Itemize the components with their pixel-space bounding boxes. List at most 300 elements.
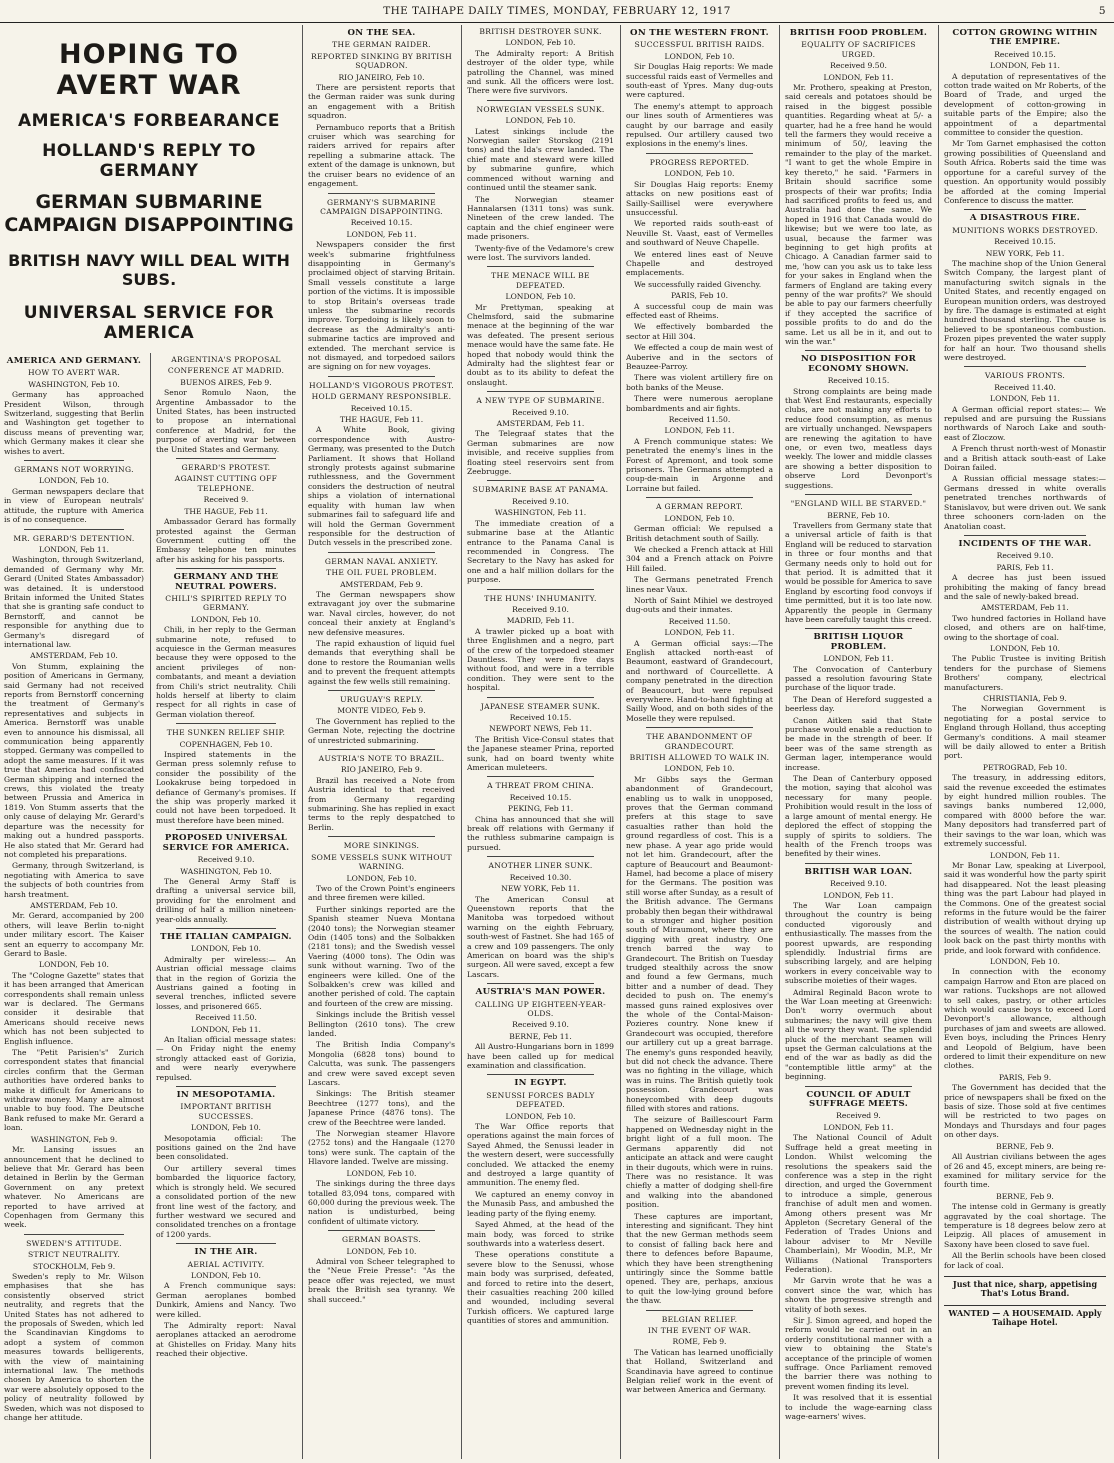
subheading: CALLING UP EIGHTEEN-YEAR-OLDS.	[474, 999, 606, 1018]
dateline: LONDON, Feb 10.	[346, 1168, 417, 1178]
section-heading: BRITISH FOOD PROBLEM.	[789, 28, 928, 38]
paragraph: The enemy's attempt to approach our lines south of Armentieres was caught by our barrage and easily repulsed. Our artillery caused two explosions in the enemy's lines.	[626, 101, 773, 149]
dateline: Received 9.10.	[830, 879, 887, 889]
paragraph: There was violent artillery fire on both banks of the Meuse.	[626, 373, 773, 392]
dateline: LONDON, Feb 11.	[191, 1024, 261, 1034]
dateline: Received 9.10.	[512, 496, 569, 506]
section-rule	[176, 928, 276, 929]
dateline: PARIS, Feb 9.	[998, 1072, 1052, 1082]
paragraph: A French communique says: German aeroplanes bombed Dunkirk, Amiens and Nancy. Two were killed.	[156, 1281, 296, 1319]
masthead-title: THE TAIHAPE DAILY TIMES, MONDAY, FEBRUARY 12, 1917	[383, 5, 731, 17]
subheading: THE GERMAN RAIDER.	[332, 40, 431, 50]
section-heading: AMERICA AND GERMANY.	[6, 356, 142, 366]
subheading: HOLD GERMANY RESPONSIBLE.	[311, 392, 452, 402]
paragraph: We reported raids south-east of Neuville St. Vaast, east of Vermelles and southward of Neuve Chapelle.	[626, 219, 773, 248]
dateline: PEKING, Feb 11.	[507, 804, 574, 814]
paragraph: Canon Aitken said that State purchase would enable a reduction to be made in the strength of beer. If beer was of the same strength as German lager, intemperance would increase.	[785, 715, 932, 772]
paragraph: Admiral Reginald Bacon wrote to the War Loan meeting at Greenwich: Don't worry overmuch about submarines; the navy will give them all the worry they want. The splendid pluck of the merchant seamen will upset the German calculations at the end of the war as badly as did the "contemptible little army" at the beginning.	[785, 987, 932, 1082]
dateline: NEWPORT NEWS, Feb 11.	[489, 724, 592, 734]
paragraph: Admiralty per wireless:— An Austrian official message claims that in the region of Gorizia the Austrians gained a footing in several trenches, inflicted severe losses, and prisonered 665.	[156, 954, 296, 1011]
section-heading: ON THE WESTERN FRONT.	[630, 28, 769, 38]
dateline: LONDON, Feb 10.	[505, 38, 576, 48]
dateline: Received 10.15.	[827, 376, 890, 386]
paragraph: Germany has approached President Wilson, through Switzerland, suggesting that Berlin and Washington get together to discuss means of preventing war, which Germany makes it clear she wishes to avert.	[4, 390, 144, 456]
column-1	[4, 353, 144, 1459]
section-rule	[176, 1243, 276, 1244]
subheading: THE OIL FUEL PROBLEM.	[326, 568, 437, 578]
subheading: URUGUAY'S REPLY.	[340, 695, 423, 704]
section-rule	[487, 100, 594, 101]
paragraph: A decree has just been issued prohibiting the making of fancy bread and the sale of newly-baked bread.	[944, 573, 1106, 601]
section-rule	[487, 856, 594, 857]
subheading: PROGRESS REPORTED.	[649, 157, 750, 167]
section-rule	[964, 209, 1086, 210]
dateline: CHRISTIANIA, Feb 9.	[983, 694, 1067, 703]
paragraph: We checked a French attack at Hill 304 and a French attack on Poivre Hill failed.	[626, 544, 773, 573]
paragraph: The intense cold in Germany is greatly aggravated by the coal shortage. The temperature is 18 degrees below zero at Leipzig. All places of amusement in Saxony have been closed to save fuel.	[944, 1202, 1106, 1249]
subheading: MR. GERARD'S DETENTION.	[13, 533, 135, 543]
section-heading: BRITISH LIQUOR PROBLEM.	[813, 632, 904, 652]
paragraph: Mr Prettyman, speaking at Chelmsford, said the submarine menace at the beginning of the war was defeated. The present serious menace would have the same fate. He hoped that nobody would think the Admiralty had the slightest fear or doubt as to its ability to defeat the onslaught.	[467, 302, 614, 387]
dateline: LONDON, Feb 11.	[346, 229, 417, 239]
dateline: ROME, Feb 9.	[672, 1337, 727, 1347]
section-rule	[805, 863, 912, 864]
dateline: LONDON, Feb 11.	[990, 61, 1060, 71]
dateline: MADRID, Feb 11.	[506, 616, 575, 626]
paragraph: Two hundred factories in Holland have closed, and others are on half-time, owing to the shortage of coal.	[944, 613, 1106, 642]
dateline: Received 10.30.	[509, 872, 572, 882]
dateline: AMSTERDAM, Feb 11.	[981, 603, 1069, 613]
paragraph: The War Loan campaign throughout the country is being conducted vigorously and enthusiastically. The masses from the poorest upwards, are responding splendidly. Industrial firms are subscribing largely, and are helping workers in every conceivable way to subscribe moieties of their wages.	[785, 900, 932, 986]
subheading: STRICT NEUTRALITY.	[27, 1250, 121, 1260]
paragraph: The rapid exhaustion of liquid fuel demands that everything shall be done to restore the Roumanian wells and to prevent the frequent attempts against the few wells still remaining.	[308, 638, 455, 686]
paragraph: We captured an enemy convoy in the Munasib Pass, and ambushed the leading party of the flying enemy.	[467, 1189, 614, 1218]
dateline: Received 10.15.	[350, 403, 413, 413]
section-rule	[328, 1230, 435, 1231]
paragraph: The Telegraaf states that the German submarines are now invisible, and receive supplies from floating steel reservoirs sent from Zeebrugge.	[467, 429, 614, 477]
dateline: Received 11.50.	[195, 1013, 257, 1023]
section-rule	[646, 1310, 753, 1311]
section-rule	[328, 552, 435, 553]
dateline: Received 9.10.	[512, 1020, 569, 1030]
dateline: THE HAGUE, Feb 11.	[184, 506, 268, 516]
subheading: CHILI'S SPIRITED REPLY TO GERMANY.	[165, 593, 287, 613]
paragraph: Chili, in her reply to the German submarine note, refused to acquiesce in the German measures because they were opposed to the ancient privileges of non-combatants, and meant a deviation from Chili's strict neutrality. Chili holds herself at liberty to claim respect for all rights in case of German violation thereof.	[156, 625, 296, 719]
headline-main: HOPING TO AVERT WAR	[56, 39, 242, 101]
section-heading: THE ITALIAN CAMPAIGN.	[160, 931, 292, 942]
subheading: THE MENACE WILL BE DEFEATED.	[491, 271, 590, 290]
dateline: LONDON, Feb 11.	[990, 394, 1060, 404]
subheading: SUBMARINE BASE AT PANAMA.	[472, 485, 609, 495]
section-rule	[328, 193, 435, 194]
dateline: LONDON, Feb 10.	[990, 643, 1060, 653]
paragraph: Washington, through Switzerland, demanded of Germany why Mr. Gerard (United States Ambassador) was detained. It is understood Britain informed the United States that she is granting safe conduct to Bernstorff, and cannot be responsible for anything due to Germany's disregard of international law.	[4, 555, 144, 649]
dateline: AMSTERDAM, Feb 10.	[30, 651, 118, 661]
dateline: AMSTERDAM, Feb 9.	[340, 579, 423, 589]
column-rule	[620, 25, 621, 1459]
subheading: VARIOUS FRONTS.	[984, 371, 1066, 381]
dateline: LONDON, Feb 10.	[664, 513, 735, 523]
paragraph: The Germans penetrated French lines near Vaux.	[626, 575, 773, 594]
section-heading: A DISASTROUS FIRE.	[969, 213, 1081, 224]
subheading: BELGIAN RELIEF.	[661, 1314, 738, 1324]
paragraph: We successfully raided Givenchy.	[634, 279, 762, 289]
paragraph: A successful coup de main was effected east of Rheims.	[626, 301, 773, 320]
paragraph: The Norwegian Government is negotiating for a postal service to England through Holland, thus accepting Germany's conditions. A mail steamer will be daily allowed to enter a British port.	[944, 704, 1106, 761]
subheading: NORWEGIAN VESSELS SUNK.	[476, 104, 605, 114]
paragraph: All Austrian civilians between the ages of 26 and 45, except miners, are being re-examined for military service for the fourth time.	[944, 1152, 1106, 1190]
dateline: Received 9.10.	[512, 407, 569, 417]
subheading: A GERMAN REPORT.	[656, 502, 743, 512]
paragraph: The War Office reports that operations against the main forces of Sayed Ahmed, the Senussi leader in the western desert, were successfully concluded. We attacked the enemy and destroyed a large quantity of ammunition. The enemy fled.	[467, 1122, 614, 1188]
subheading: IN THE EVENT OF WAR.	[647, 1326, 752, 1335]
dateline: Received 11.50.	[668, 415, 731, 425]
paragraph: In connection with the economy campaign Harrow and Eton are placed on war rations. Tuckshops are not allowed to sell cakes, pastry, or other articles which would cause boys to exceed Lord Devonport's allowance, although purchases of jam and sweets are allowed. Even boys, including the Princes Henry and Leopold of Belgium, have been ordered to limit their expenditure on new clothes.	[944, 967, 1106, 1071]
dateline: LONDON, Feb 11.	[664, 628, 735, 638]
paragraph: A French thrust north-west of Monastir and a British attack south-east of Lake Doiran failed.	[944, 444, 1106, 473]
dateline: LONDON, Feb 10.	[664, 764, 735, 774]
subheading: EQUALITY OF SACRIFICES URGED.	[801, 40, 916, 59]
subheading: HOW TO AVERT WAR.	[27, 368, 121, 378]
section-rule	[328, 376, 435, 377]
headline-deck-5: UNIVERSAL SERVICE FOR AMERICA	[23, 303, 275, 343]
section-heading: INCIDENTS OF THE WAR.	[958, 538, 1092, 549]
column-rule	[461, 25, 462, 1459]
paragraph: Mr Garvin wrote that he was a convert since the war, which has shown the progressive strength and vitality of both sexes.	[785, 1276, 932, 1314]
column-rule	[779, 25, 780, 1459]
paragraph: Sinkings include the British vessel Bellington (2610 tons). The crew landed.	[308, 1010, 455, 1038]
dateline: LONDON, Feb 10.	[505, 116, 576, 126]
dateline: WASHINGTON, Feb 10.	[28, 379, 120, 389]
dateline: LONDON, Feb 10.	[191, 1270, 261, 1280]
paragraph: North of Saint Mihiel we destroyed dug-outs and their inmates.	[626, 595, 773, 615]
advertisement: WANTED — A HOUSEMAID. Apply Taihape Hotel.	[944, 1305, 1106, 1328]
dateline: Received 9.50.	[830, 61, 887, 71]
section-rule	[805, 350, 912, 351]
paragraph: The Vatican has learned unofficially that Holland, Switzerland and Scandinavia have agreed to continue Belgian relief work in the event of war between America and Germany.	[626, 1347, 773, 1395]
subheading: THE HUNS' INHUMANITY.	[484, 593, 597, 603]
dateline: BERNE, Feb 10.	[827, 510, 890, 520]
paragraph: China has announced that she will break off relations with Germany if the ruthless submarine campaign is pursued.	[467, 814, 614, 852]
dateline: NEW YORK, Feb 11.	[501, 884, 580, 894]
section-heading: COTTON GROWING WITHIN THE EMPIRE.	[952, 28, 1098, 48]
paragraph: Our artillery several times bombarded the liquorice factory, which is strongly held. We secured a consolidated portion of the new front line west of the factory, and further westward we secured and consolidated trenches on a frontage of 1200 yards.	[156, 1163, 296, 1239]
dateline: NEW YORK, Feb 11.	[985, 248, 1065, 258]
dateline: PETROGRAD, Feb 10.	[982, 762, 1068, 772]
paragraph: Sir Douglas Haig reports: Enemy attacks on new positions east of Sailly-Saillisel were everywhere unsuccessful.	[626, 179, 773, 217]
dateline: Received 10.15.	[994, 237, 1056, 247]
paragraph: The Public Trustee is inviting British tenders for the purchase of Siemens Brothers' company, electrical manufacturers.	[944, 654, 1106, 692]
dateline: WASHINGTON, Feb 9.	[30, 1134, 118, 1144]
dateline: LONDON, Feb 11.	[823, 1122, 894, 1132]
paragraph: Admiral von Scheer telegraphed to the "Neue Freie Presse": "As the peace offer was rejected, we must break the British sea tyranny. We shall succeed."	[308, 1256, 455, 1304]
section-rule	[328, 690, 435, 691]
dateline: BERNE, Feb 9.	[996, 1141, 1054, 1151]
dateline: LONDON, Feb 10.	[191, 614, 261, 624]
page-number: 5	[1098, 5, 1106, 17]
dateline: LONDON, Feb 11.	[990, 850, 1060, 860]
dateline: PARIS, Feb 10.	[670, 291, 729, 301]
dateline: THE HAGUE, Feb 11.	[339, 415, 424, 425]
subheading: SENUSSI FORCES BADLY DEFEATED.	[486, 1090, 595, 1110]
paragraph: These captures are important, interesting and significant. They hint that the new German methods seem to consist of falling back here and there to defences before Bapaume, which they have been strengthening untiringly since the Somme battle opened. They are, perhaps, anxious to quit the low-lying ground before the thaw.	[626, 1211, 773, 1306]
dateline: Received 9.10.	[512, 604, 569, 614]
paragraph: Sir J. Simon agreed, and hoped the reform would be carried out in an orderly constitutional manner with a view to obtaining the State's acceptance of the principle of women suffrage. Once Parliament removed the barrier there was nothing to prevent women finding its level.	[785, 1316, 932, 1391]
paragraph: The Dean of Canterbury opposed the motion, saying that alcohol was necessary for many people. Prohibition would result in the loss of a large amount of mental energy. He deplored the effect of stopping the supply of spirits to soldiers. The health of the French troops was benefited by their wines.	[785, 774, 932, 859]
paragraph: Newspapers consider the first week's submarine frightfulness disappointing in Germany's proclaimed object of starving Britain. Small vessels constitute a large portion of the victims. It is impossible to stop Britain's overseas trade unless the submarine records improve. Torpedoing is likely soon to decrease as the Admiralty's anti-submarine tactics are improved and extended. The merchant service is not dismayed, and torpedoed sailors are signing on for new voyages.	[308, 240, 455, 372]
section-rule	[805, 1086, 912, 1087]
section-heading: PROPOSED UNIVERSAL SERVICE FOR AMERICA.	[162, 833, 290, 853]
paragraph: Travellers from Germany state that a universal article of faith is that England will be reduced to starvation in three or four months and that Germany needs only to hold out for that period. It is admitted that it would be possible for America to save England by escorting food convoys if time permitted, but it is too late now. Apparently the people in Germany have been carefully taught this creed.	[785, 520, 932, 624]
paragraph: The treasury, in addressing editors, said the revenue exceeded the estimates by eight hundred million roubles. The savings banks numbered 12,000, compared with 8000 before the war. Many depositors had transferred part of their savings to the war loan, which was extremely successful.	[944, 773, 1106, 849]
paragraph: German newspapers declare that in view of European neutrals' attitude, the rupture with America is of no consequence.	[4, 486, 144, 525]
subheading: AERIAL ACTIVITY.	[187, 1259, 265, 1269]
paragraph: All the Berlin schools have been closed for lack of coal.	[944, 1251, 1106, 1270]
section-heading: BRITISH WAR LOAN.	[804, 866, 913, 877]
section-rule	[805, 494, 912, 495]
section-rule	[24, 1234, 124, 1235]
dateline: AMSTERDAM, Feb 11.	[496, 419, 585, 429]
paragraph: Mr. Lansing issues an announcement that he declined to believe that Mr. Gerard has been detained in Berlin by the German Government on any pretext whatever. No Americans are reported to have arrived at Copenhagen from Germany this week.	[4, 1145, 144, 1230]
paragraph: The National Council of Adult Suffrage held a great meeting in London. Whilst welcoming the resolutions the speakers said the conference was a step in the right direction, and urged the Government to introduce a simple, generous franchise of adult men and women. Among others present was Mr Appleton (Secretary General of the Federation of Trades Unions and labour adviser to Mr Neville Chamberlain), Mr Woodin, M.P., Mr Williams (National Transporters Federation).	[785, 1133, 932, 1274]
column-4	[467, 25, 614, 1459]
subheading: ARGENTINA'S PROPOSAL	[171, 355, 281, 364]
dateline: LONDON, Feb 11.	[664, 426, 735, 436]
paragraph: Sinkings: The British steamer Beechtree (1277 tons), and the Japanese Prince (4876 tons). The crew of the Beechtree were landed.	[308, 1089, 455, 1127]
subheading: "ENGLAND WILL BE STARVED."	[790, 499, 927, 509]
paragraph: Mr Tom Garnet emphasised the cotton growing possibilities of Queensland and South Africa. Roberts said the time was opportune for a careful survey of the question. An opportunity would possibly be afforded at the coming Imperial Conference to discuss the matter.	[944, 139, 1106, 205]
section-rule	[176, 723, 276, 724]
paragraph: The machine shop of the Union General Switch Company, the largest plant of manufacturing switch signals in the United States, and recently engaged on European munition orders, was destroyed by fire. The damage is estimated at eight hundred thousand sterling. The cause is believed to be spontaneous combustion. Frozen pipes prevented the water supply for half an hour. Two thousand shells were destroyed.	[944, 258, 1106, 362]
paragraph: There are persistent reports that the German raider was sunk during an engagement with a British squadron.	[308, 83, 455, 121]
subheading: GERMAN NAVAL ANXIETY.	[324, 556, 439, 566]
column-rule	[938, 25, 939, 1459]
subheading: AGAINST CUTTING OFF TELEPHONE.	[174, 474, 278, 493]
paragraph: Senor Romulo Naon, the Argentine Ambassador to the United States, has been instructed to propose an international conference at Madrid, for the purpose of averting war between the United States and Germany.	[156, 388, 296, 454]
dateline: Received 11.40.	[994, 382, 1056, 392]
dateline: LONDON, Feb 10.	[346, 1246, 417, 1256]
subheading: SUCCESSFUL BRITISH RAIDS.	[634, 40, 765, 50]
section-rule	[646, 153, 753, 154]
section-rule	[176, 829, 276, 830]
section-rule	[487, 983, 594, 984]
column-7	[944, 25, 1106, 1459]
section-rule	[487, 776, 594, 777]
subheading: CONFERENCE AT MADRID.	[167, 366, 285, 376]
paragraph: The sinkings during the three days totalled 83,094 tons, compared with 60,000 during the previous week. The nation is undisturbed, being confident of ultimate victory.	[308, 1179, 455, 1226]
subheading: GERARD'S PROTEST.	[181, 463, 271, 473]
paragraph: The seizure of Baillescourt Farm happened on Wednesday night in the bright light of a full moon. The Germans apparently did not anticipate an attack and were caught in their dugouts, which were in ruins. There was no resistance. It was chiefly a matter of dodging shell-fire and walking into the abandoned position.	[626, 1115, 773, 1210]
subheading: GERMAN BOASTS.	[342, 1235, 421, 1245]
dateline: BERNE, Feb 9.	[996, 1191, 1054, 1201]
column-2	[156, 353, 296, 1459]
columns	[4, 25, 1110, 1459]
paragraph: The Government has decided that the price of newspapers shall be fixed on the basis of size. Those sold at five centimes will be restricted to two pages on Mondays and Thursdays and four pages on other days.	[944, 1083, 1106, 1140]
subheading: THE ABANDONMENT OF GRANDECOURT.	[646, 732, 753, 751]
subheading: REPORTED SINKING BY BRITISH SQUADRON.	[310, 51, 453, 71]
subheading: HOLLAND'S VIGOROUS PROTEST.	[309, 380, 454, 390]
paragraph: Von Stumm, explaining the position of Americans in Germany, said Germany had not received reports from Bernstorff concerning the treatment of Germany's representatives and subjects in America. Bernstorff was unable even to announce his dismissal, all communication being apparently stopped. Germany was compelled to adopt the same measures. If it was true that America had confiscated German shipping and interned the crews, this violated the treaty between Prussia and America in 1819. Von Stumm asserts that the only cause of delaying Mr. Gerard's departure was the necessity for making out a hundred passports. He also stated that Mr. Gerard had not completed his preparations.	[4, 661, 144, 859]
paragraph: Mesopotamia official: The positions gained on the 2nd have been consolidated.	[156, 1133, 296, 1162]
subheading: THE SUNKEN RELIEF SHIP.	[166, 728, 286, 738]
section-heading: ON THE SEA.	[347, 28, 416, 38]
paragraph: Further sinkings reported are the Spanish steamer Nueva Montana (2040 tons); the Norwegian steamer Odin (1405 tons) and the Solbakken (2181 tons); and the Swedish vessel Vaering (4000 tons). The Odin was sunk without warning. Two of the engineers were killed. One of the Solbakken's crew was killed and another perished of cold. The captain and fourteen of the crew are missing.	[308, 904, 455, 1008]
dateline: Received 10.15.	[994, 49, 1056, 59]
paragraph: Mr Bonar Law, speaking at Liverpool, said it was wonderful how the party spirit had disappeared. Not the least pleasing thing was the part Labour had played in the Commons. One of the greatest social reforms in the future would be the fairer distribution of wealth without drying up the sources of wealth. The nation could look back on the past thirty months with pride, and look forward with confidence.	[944, 860, 1106, 955]
section-rule	[24, 529, 124, 530]
paragraph: A deputation of representatives of the cotton trade waited on Mr Roberts, of the Board of Trade, and urged the development of cotton-growing in suitable parts of the Empire; also the appointment of a departmental committee to consider the question.	[944, 71, 1106, 138]
subheading: AUSTRIA'S NOTE TO BRAZIL.	[318, 754, 445, 764]
paragraph: A Russian official message states:— Germans dressed in white overalls penetrated trenches northwards of Stanislavov, but were driven out. We sank three schooners corn-laden on the Anatolian coast.	[944, 474, 1106, 531]
dateline: RIO JANEIRO, Feb 9.	[340, 765, 423, 775]
section-rule	[487, 480, 594, 481]
dateline: LONDON, Feb 11.	[823, 890, 894, 900]
dateline: STOCKHOLM, Feb 9.	[32, 1261, 116, 1271]
paragraph: Strong complaints are being made that West End restaurants, especially clubs, are not making any efforts to reduce food consumption, as menus are virtually unchanged. Newspapers are renewing the agitation to have one, or even two, meatless days weekly. The lower and middle classes are showing a better disposition to observe Lord Devonport's suggestions.	[785, 386, 932, 490]
paragraph: Twenty-five of the Vedamore's crew were lost. The survivors landed.	[467, 243, 614, 262]
section-heading: AUSTRIA'S MAN POWER.	[475, 987, 606, 998]
dateline: LONDON, Feb 10.	[505, 292, 576, 302]
paragraph: The Norwegian steamer Hlavore (2752 tons) and the Hangaale (1270 tons) were sunk. The captain of the Hlavore landed. Twelve are missing.	[308, 1129, 455, 1167]
paragraph: Ambassador Gerard has formally protested against the German Government cutting off the Embassy telephone ten minutes after his asking for his passports.	[156, 517, 296, 564]
headline-deck-4: BRITISH NAVY WILL DEAL WITH SUBS.	[8, 251, 290, 289]
dateline: Received 9.	[836, 1111, 881, 1121]
dateline: LONDON, Feb 10.	[664, 51, 735, 61]
paragraph: All Austro-Hungarians born in 1899 have been called up for medical examination and classification.	[467, 1042, 614, 1070]
dateline: PARIS, Feb 11.	[996, 562, 1054, 572]
dateline: Received 9.	[203, 495, 249, 505]
section-rule	[176, 568, 276, 569]
section-heading: COUNCIL OF ADULT SUFFRAGE MEETS.	[806, 1089, 911, 1110]
paragraph: Brazil has received a Note from Austria identical to that received from Germany regarding submarining. She has replied in exact terms to the reply despatched to Berlin.	[308, 775, 455, 832]
dateline: AMSTERDAM, Feb 10.	[30, 900, 118, 910]
paragraph: Germany, through Switzerland, is negotiating with America to save the subjects of both countries from harsh treatment.	[4, 861, 144, 899]
section-heading: IN EGYPT.	[514, 1078, 567, 1089]
column-rule	[150, 353, 151, 1459]
paragraph: The Admiralty report: Naval aeroplanes attacked an aerodrome at Ghistelles on Friday. Many hits reached their objective.	[156, 1320, 296, 1359]
dateline: LONDON, Feb 10.	[39, 476, 109, 486]
paragraph: The British India Company's Mongolia (6828 tons) bound to Calcutta, was sunk. The passengers and crew were saved except seven Lascars.	[308, 1040, 455, 1088]
dateline: MONTE VIDEO, Feb 9.	[337, 706, 426, 716]
section-rule	[646, 497, 753, 498]
paragraph: Pernambuco reports that a British cruiser which was searching for raiders arrived for repairs after repelling a submarine attack. The extent of the damage is unknown, but the cruiser bears no evidence of an engagement.	[308, 122, 455, 189]
paragraph: The "Cologne Gazette" states that it has been arranged that American correspondents shall remain unless war is declared. The Germans consider it desirable that Americans should receive news which has not been subjected to English influence.	[4, 970, 144, 1046]
column-5	[626, 25, 773, 1459]
section-rule	[176, 458, 276, 459]
paragraph: German official: We repulsed a British detachment south of Sailly.	[626, 524, 773, 543]
paragraph: The Convocation of Canterbury passed a resolution favouring State purchase of the liquor trade.	[785, 664, 932, 693]
subheading: MORE SINKINGS.	[343, 841, 420, 851]
section-rule	[487, 391, 594, 392]
dateline: LONDON, Feb 10.	[346, 873, 417, 883]
paragraph: A White Book, giving correspondence with Austro-Germany, was presented to the Dutch Parliament. It shows that Holland strongly protests against submarine ruthlessness, and the Government considers the destruction of neutral ships a violation of international equality with human law when submarines fail to safeguard life and will hold the German Government responsible for the destruction of Dutch vessels in the prescribed zone.	[308, 425, 455, 548]
paragraph: Sayed Ahmed, at the head of the main body, was forced to strike southwards into a waterless desert.	[467, 1220, 614, 1248]
dateline: LONDON, Feb 10.	[664, 169, 735, 179]
section-heading: GERMANY AND THE NEUTRAL POWERS.	[173, 572, 279, 592]
section-rule	[328, 749, 435, 750]
dateline: LONDON, Feb 10.	[191, 944, 261, 954]
subheading: BRITISH DESTROYER SUNK.	[479, 27, 602, 36]
section-heading: IN MESOPOTAMIA.	[176, 1090, 276, 1101]
subheading: MUNITIONS WORKS DESTROYED.	[952, 225, 1098, 235]
section-heading: NO DISPOSITION FOR ECONOMY SHOWN.	[800, 354, 917, 374]
paragraph: It was resolved that it is essential to include the wage-earning class wage-earners' wives.	[785, 1393, 932, 1422]
subheading: SOME VESSELS SUNK WITHOUT WARNING.	[311, 852, 452, 872]
dateline: COPENHAGEN, Feb 10.	[179, 739, 273, 749]
subheading: A NEW TYPE OF SUBMARINE.	[476, 396, 605, 406]
paragraph: Inspired statements in the German press solemnly refuse to consider the possibility of the Lookakruse being torpedoed in defiance of Germany's promises. If the ship was properly marked it could not have been torpedoed. It must therefore have been mined.	[156, 750, 296, 825]
paragraph: The General Army Staff is drafting a universal service bill, providing for the enrolment and drilling of half a million nineteen-year-olds annually.	[156, 876, 296, 924]
paragraph: The American Consul at Queenstown reports that the Manitoba was torpedoed without warning on the eighth February, south-west of Fastnet. She had 165 of a crew and 109 passengers. The only American on board was the ship's surgeon. All were saved, except a few Lascars.	[467, 894, 614, 979]
paragraph: The German newspapers show extravagant joy over the submarine war. Naval circles, however, do not conceal their anxiety at England's new defensive measures.	[308, 589, 455, 637]
section-rule	[328, 836, 435, 837]
dateline: WASHINGTON, Feb 11.	[494, 508, 587, 518]
section-rule	[487, 266, 594, 267]
column-3	[308, 25, 455, 1459]
subheading: A THREAT FROM CHINA.	[487, 781, 594, 791]
dateline: BUENOS AIRES, Feb 9.	[180, 377, 272, 387]
paragraph: These operations constitute a severe blow to the Senussi, whose main body was surprised, defeated, and forced to retire into the desert, their casualties reaching 200 killed and wounded, including several Turkish officers. We captured large quantities of stores and ammunition.	[467, 1250, 614, 1326]
paragraph: Mr Gibbs says the German abandonment of Grandecourt, enabling us to walk in unopposed, proves that the German command prefers at this stage to save casualties rather than hold the ground regardless of cost. This is a new phase. A year ago pride would not let him. Grandecourt, after the capture of Beaucourt and Beaumont-Hamel, had become a place of misery for the Germans. The position was still worse after Sunday, as a result of the British advance. The Germans probably then began their withdrawal to a stronger and higher position south of Miraumont, where they are digging with great industry. One trench barred the way to Grandecourt. The British on Tuesday trudged stealthily across the snow and found a few Germans, much bitter and a number of dead. They decided to push on. The enemy's massed guns rained explosives over the whole of the Contal-Maison-Pozieres country. None knew if Grandecourt was occupied, therefore our artillery cut up a great barrage. The enemy's guns responded heavily, but did not check the advance. There was no fighting in the village, which was in ruins. The British quietly took possession. Grandecourt was honeycombed with deep dugouts filled with stores and rations.	[626, 774, 773, 1114]
dateline: LONDON, Feb 10.	[191, 1123, 261, 1133]
subheading: ANOTHER LINER SUNK.	[488, 861, 593, 871]
paragraph: We entered lines east of Neuve Chapelle and destroyed emplacements.	[626, 249, 773, 278]
subheading: SWEDEN'S ATTITUDE.	[26, 1238, 122, 1248]
paragraph: The Norwegian steamer Hannalarsen (1311 tons) was sunk. Nineteen of the crew landed. The captain and the chief engineer were made prisoners.	[467, 194, 614, 242]
paragraph: A French communique states: We penetrated the enemy's lines in the Forest of Apremont, and took some prisoners. The Germans attempted a coup-de-main in Argonne and Lorraine but failed.	[626, 436, 773, 493]
column-rule	[302, 25, 303, 1459]
section-rule	[805, 628, 912, 629]
subheading: JAPANESE STEAMER SUNK.	[480, 701, 601, 711]
paragraph: Mr. Gerard, accompanied by 200 others, will leave Berlin to-night under military escort. The Kaiser sent an equerry to accompany Mr. Gerard to Basle.	[4, 911, 144, 958]
dateline: Received 10.15.	[509, 792, 572, 802]
paragraph: The British Vice-Consul states that the Japanese steamer Prina, reported sunk, had on board twenty white American muleteers.	[467, 734, 614, 773]
section-rule	[487, 1074, 594, 1075]
paragraph: Two of the Crown Point's engineers and three firemen were killed.	[308, 883, 455, 903]
dateline: BERNE, Feb 11.	[509, 1031, 572, 1041]
paragraph: A German official says:—The English attacked north-east of Beaumont, eastward of Grandecourt, and northward of Courcellette. A company penetrated in the direction of Beaucourt, but were repulsed everywhere. Hand-to-hand fighting at Sailly Wood, and on both sides of the Moselle they were repulsed.	[626, 638, 773, 723]
advertisement: Just that nice, sharp, appetising That's Lotus Brand.	[944, 1276, 1106, 1299]
paragraph: Sweden's reply to Mr. Wilson emphasises that she has consistently observed strict neutrality, and regrets that the United States has not adhered to the proposals of Sweden, which led the Scandinavian Kingdoms to adopt a system of common measures towards belligerents, with the view of maintaining international law. The methods chosen by America to shorten the war were absolutely opposed to the policy of neutrality followed by Sweden, which was not disposed to change her attitude.	[4, 1271, 144, 1423]
column-6	[785, 25, 932, 1459]
section-rule	[24, 460, 124, 461]
paragraph: Sir Douglas Haig reports: We made successful raids east of Vermelles and south-east of Ypres. Many dug-outs were captured.	[626, 62, 773, 100]
dateline: Received 9.10.	[996, 551, 1054, 561]
dateline: LONDON, Feb 10.	[990, 956, 1060, 966]
paragraph: The Admiralty report: A British destroyer of the older type, while patrolling the Channel, was mined and sunk. All the officers were lost. There were five survivors.	[467, 48, 614, 96]
dateline: LONDON, Feb 10.	[505, 1111, 576, 1121]
dateline: Received 11.50.	[668, 616, 731, 626]
section-rule	[964, 366, 1086, 367]
subheading: IMPORTANT BRITISH SUCCESSES.	[180, 1102, 272, 1121]
dateline: Received 9.10.	[197, 855, 255, 865]
masthead	[0, 0, 1114, 23]
headline-deck-3: GERMAN SUBMARINE CAMPAIGN DISAPPOINTING	[4, 191, 294, 236]
section-rule	[964, 535, 1086, 536]
headline-deck-2: HOLLAND'S REPLY TO GERMANY	[42, 141, 256, 181]
dateline: LONDON, Feb 11.	[823, 72, 894, 82]
subheading: GERMANY'S SUBMARINE CAMPAIGN DISAPPOINTING.	[320, 197, 443, 216]
dateline: LONDON, Feb 11.	[39, 544, 109, 554]
headline-deck-1: AMERICA'S FORBEARANCE	[17, 111, 281, 131]
subheading: BRITISH ALLOWED TO WALK IN.	[629, 753, 770, 763]
lead-headline-block	[4, 25, 294, 353]
dateline: WASHINGTON, Feb 10.	[180, 866, 272, 876]
section-rule	[646, 727, 753, 728]
paragraph: A trawler picked up a boat with three Englishmen and a negro, part of the crew of the torpedoed steamer Dauntless. They were five days without food, and were in a terrible condition. They were sent to the hospital.	[467, 626, 614, 693]
paragraph: We effectively bombarded the sector at Hill 304.	[626, 322, 773, 341]
paragraph: We effected a coup de main west of Auberive and in the sectors of Beauzee-Parroy.	[626, 343, 773, 371]
